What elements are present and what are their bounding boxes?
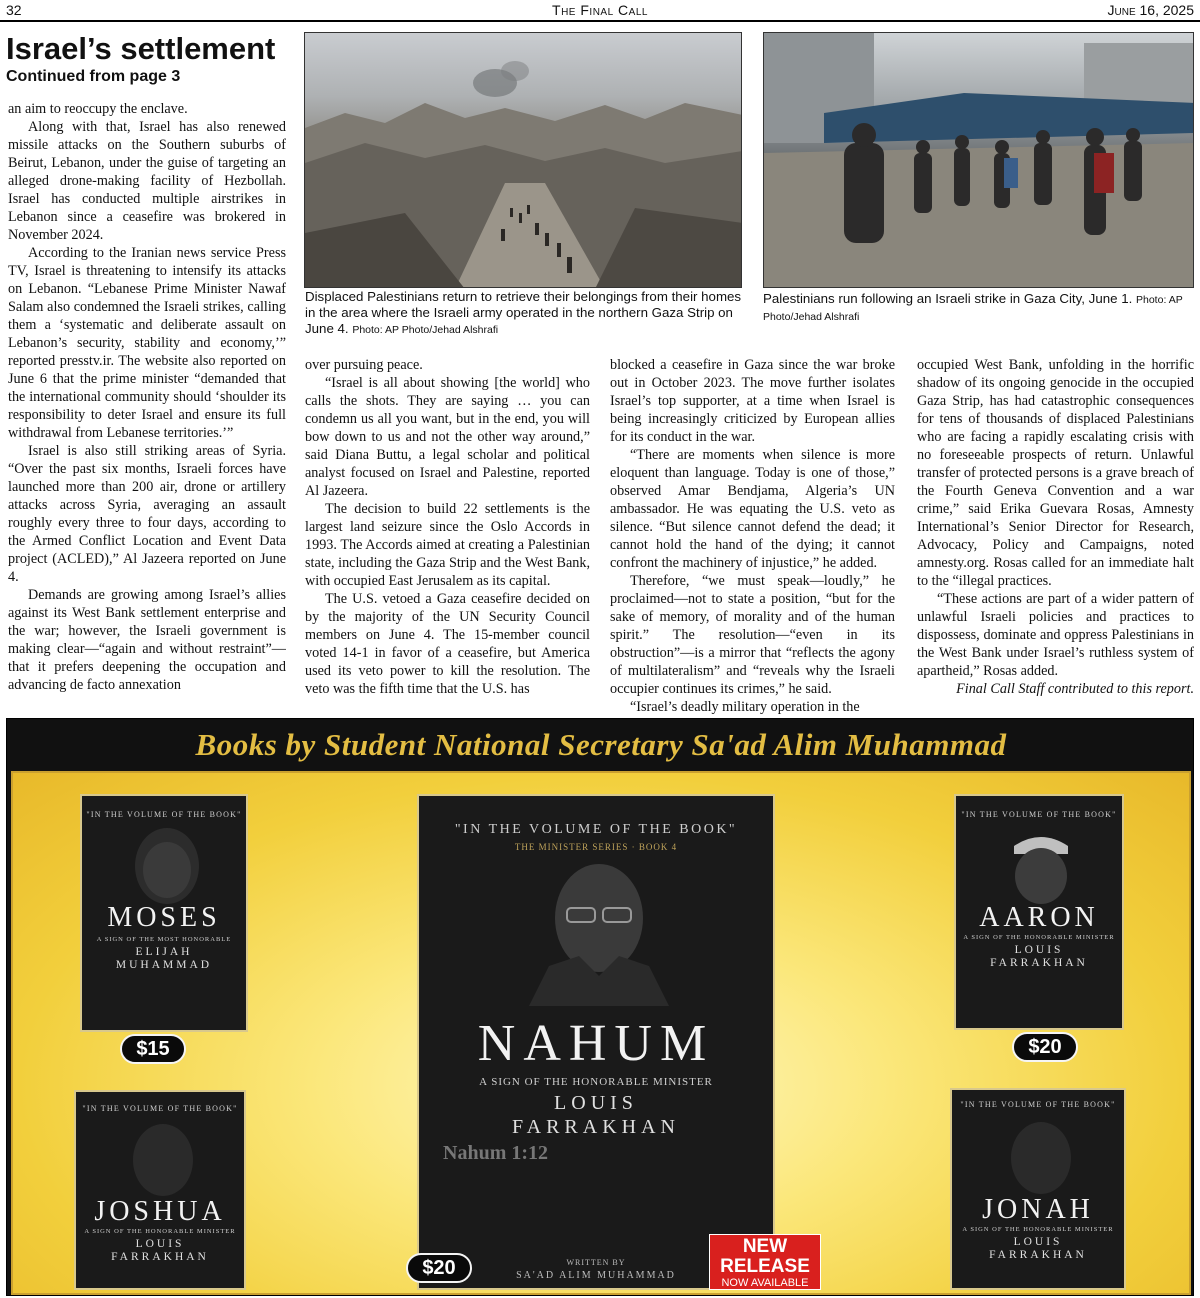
- book-series: "IN THE VOLUME OF THE BOOK": [82, 1104, 238, 1113]
- photo-palestinians-run: [763, 32, 1194, 288]
- article-column-4: [917, 356, 1194, 718]
- book-name-2: FARRAKHAN: [990, 957, 1088, 969]
- photo-caption-2: [763, 291, 1194, 325]
- portrait-image: [519, 856, 679, 1006]
- book-name-1: LOUIS: [135, 1238, 185, 1250]
- paragraph: Demands are growing among Israel’s allies against its West Bank settlement enterprise and the war; however, the Israeli government is making clear—“again and without restraint”—that it prefers deepening the occupation and advancing de facto annexation: [8, 587, 286, 693]
- book-name-2: FARRAKHAN: [512, 1116, 680, 1138]
- paragraph: “These actions are part of a wider pattern of unlawful Israeli policies and practices to dispossess, dominate and oppress Palestinians in the West Bank under Israel’s ruthless system of apartheid,” Rosas added.: [917, 591, 1194, 679]
- paragraph: Israel is also still striking areas of Syria. “Over the past six months, Israeli forces have launched more than 200 air, drone or artillery attacks across Syria, averaging an assault roughly every three to four days, according to the Armed Conflict Location and Event Data project (ACLED),” Al Jazeera reported on June 4.: [8, 443, 286, 585]
- book-moses[interactable]: [80, 794, 248, 1032]
- book-joshua[interactable]: [74, 1090, 246, 1290]
- publication-name: The Final Call: [552, 2, 648, 18]
- new-release-badge: [709, 1234, 821, 1290]
- page-header: [0, 0, 1200, 22]
- caption-text: Displaced Palestinians return to retrieve their belongings from their homes in the area where the Israeli army operated in the northern Gaza Strip on June 4.: [305, 289, 742, 336]
- page-number: 32: [6, 2, 22, 18]
- photo-credit: Photo: AP Photo/Jehad Alshrafi: [352, 324, 499, 336]
- issue-date: June 16, 2025: [1107, 2, 1194, 18]
- badge-line-1: NEW: [742, 1236, 788, 1257]
- paragraph: According to the Iranian news service Press TV, Israel is threatening to intensify its attacks on Lebanon. “Lebanese Prime Minister Nawaf Salam also condemned the Israeli strikes, calling them a ‘systematic and deliberate assault on Lebanon’s security, stability and economy,’” reported presstv.ir. The website also reported on June 6 that the prime minister “demanded that the international community should ‘shoulder its responsibility to deter Israel and ensure its full withdrawal from Lebanese territories.’”: [8, 245, 286, 441]
- portrait-image: [996, 826, 1086, 906]
- price-badge-aaron: $20: [1012, 1032, 1078, 1062]
- continued-from: Continued from page 3: [6, 68, 181, 85]
- book-series: "IN THE VOLUME OF THE BOOK": [961, 810, 1117, 819]
- book-subtitle: A SIGN OF THE HONORABLE MINISTER: [963, 934, 1115, 941]
- paragraph: The U.S. vetoed a Gaza ceasefire decided on by the majority of the UN Security Council members on June 4. The 15-member council voted 14-1 in favor of a ceasefire, but America used its veto power to kill the resolution. The veto was the fifth time that the U.S. has: [305, 591, 590, 697]
- article-column-2: [305, 356, 590, 718]
- price-badge-moses: $15: [120, 1034, 186, 1064]
- book-name-2: MUHAMMAD: [115, 959, 213, 971]
- article-column-3: [610, 356, 895, 718]
- photo-displaced-palestinians: [304, 32, 742, 288]
- staff-credit: Final Call Staff contributed to this report.: [956, 681, 1194, 697]
- book-title: JOSHUA: [94, 1196, 226, 1227]
- book-title: MOSES: [107, 902, 221, 933]
- badge-line-3: NOW AVAILABLE: [721, 1277, 809, 1289]
- caption-text: Palestinians run following an Israeli strike in Gaza City, June 1.: [763, 291, 1133, 306]
- paragraph: Therefore, “we must speak—loudly,” he proclaimed—not to state a position, “but for the sake of memory, of morality and of the human spirit.” The resolution—“even in its obstruction”—is a mirror that “reflects the agony of multilateralism” and “reveals why the Israeli occupier continues its crimes,” he said.: [610, 573, 895, 697]
- paragraph: “Israel’s deadly military operation in the: [630, 699, 860, 715]
- book-name-2: FARRAKHAN: [989, 1249, 1087, 1261]
- book-series: "IN THE VOLUME OF THE BOOK": [86, 810, 242, 819]
- article-headline: Israel’s settlement: [6, 31, 276, 66]
- photo-credit: Photo: AP Photo/Jehad Alshrafi: [763, 294, 1183, 323]
- price-badge-nahum: $20: [406, 1253, 472, 1283]
- book-verse: Nahum 1:12: [443, 1142, 549, 1164]
- book-name-1: LOUIS: [554, 1092, 638, 1114]
- paragraph: The decision to build 22 settlements is the largest land seizure since the Oslo Accords in 1993. The Accords aimed at creating a Palestinian state, including the Gaza Strip and the West Bank, with occupied East Jerusalem as its capital.: [305, 501, 590, 589]
- paragraph: “Israel is all about showing [the world] who calls the shots. They are saying … you can condemn us all you want, but in the end, you will bow down to us and not the other way around,” said Diana Buttu, a legal scholar and political analyst focused on Israel and Palestine, reported Al Jazeera.: [305, 375, 590, 499]
- paragraph: “There are moments when silence is more eloquent than language. Today is one of those,” observed Amar Bendjama, Algeria’s UN ambassador. He was equating the U.S. veto as silence. “But silence cannot defend the dead; it cannot hold the hand of the dying; it cannot confront the machinery of injustice,” he added.: [610, 447, 895, 571]
- book-title: AARON: [979, 902, 1099, 933]
- portrait-image: [122, 826, 212, 906]
- book-title: JONAH: [982, 1194, 1094, 1225]
- paragraph: an aim to reoccupy the enclave.: [8, 101, 188, 117]
- book-nahum[interactable]: [417, 794, 775, 1290]
- photo-caption-1: [305, 289, 742, 338]
- badge-line-2: RELEASE: [720, 1256, 810, 1277]
- book-name-1: LOUIS: [1013, 1236, 1063, 1248]
- ad-title: Books by Student National Secretary Sa'ad Alim Muhammad: [195, 727, 1007, 762]
- book-author: SA'AD ALIM MUHAMMAD: [516, 1270, 676, 1281]
- book-subtitle: A SIGN OF THE HONORABLE MINISTER: [962, 1226, 1114, 1233]
- book-subtitle: A SIGN OF THE MOST HONORABLE: [96, 936, 232, 943]
- paragraph: Along with that, Israel has also renewed missile attacks on the Southern suburbs of Beirut, Lebanon, under the guise of targeting an alleged drone-making facility of Hezbollah. Israel has conducted multiple airstrikes in Lebanon since a ceasefire was brokered in November 2024.: [8, 119, 286, 243]
- paragraph: occupied West Bank, unfolding in the horrific shadow of its ongoing genocide in the occupied Gaza Strip, has had catastrophic consequences for tens of thousands of displaced Palestinians who are facing a rapidly escalating crisis with no foreseeable prospects of return. Unlawful transfer of protected persons is a grave breach of the Fourth Geneva Convention and a war crime,” said Erika Guevara Rosas, Amnesty International’s Senior Director for Research, Advocacy, Policy and Campaigns, noted amnesty.org. Rosas called for an immediate halt to the “illegal practices.: [917, 357, 1194, 589]
- book-name-2: FARRAKHAN: [111, 1251, 209, 1263]
- paragraph: over pursuing peace.: [305, 357, 423, 373]
- book-subtitle: A SIGN OF THE HONORABLE MINISTER: [479, 1076, 713, 1088]
- book-title: NAHUM: [477, 1015, 715, 1072]
- paragraph: blocked a ceasefire in Gaza since the war broke out in October 2023. The move further isolates Israel’s top supporter, at a time when Israel is being increasingly criticized by European allies for its conduct in the war.: [610, 357, 895, 445]
- book-series: "IN THE VOLUME OF THE BOOK": [960, 1100, 1116, 1109]
- book-written-by: WRITTEN BY: [566, 1258, 626, 1267]
- book-jonah[interactable]: [950, 1088, 1126, 1290]
- book-name-1: LOUIS: [1014, 944, 1064, 956]
- portrait-image: [996, 1116, 1086, 1194]
- book-subtitle: A SIGN OF THE HONORABLE MINISTER: [84, 1228, 236, 1235]
- book-aaron[interactable]: [954, 794, 1124, 1030]
- book-series: "IN THE VOLUME OF THE BOOK": [454, 822, 738, 837]
- book-series-number: THE MINISTER SERIES · BOOK 4: [514, 842, 678, 852]
- article-column-1: [8, 100, 286, 718]
- portrait-image: [118, 1118, 208, 1198]
- book-name-1: ELIJAH: [135, 946, 193, 958]
